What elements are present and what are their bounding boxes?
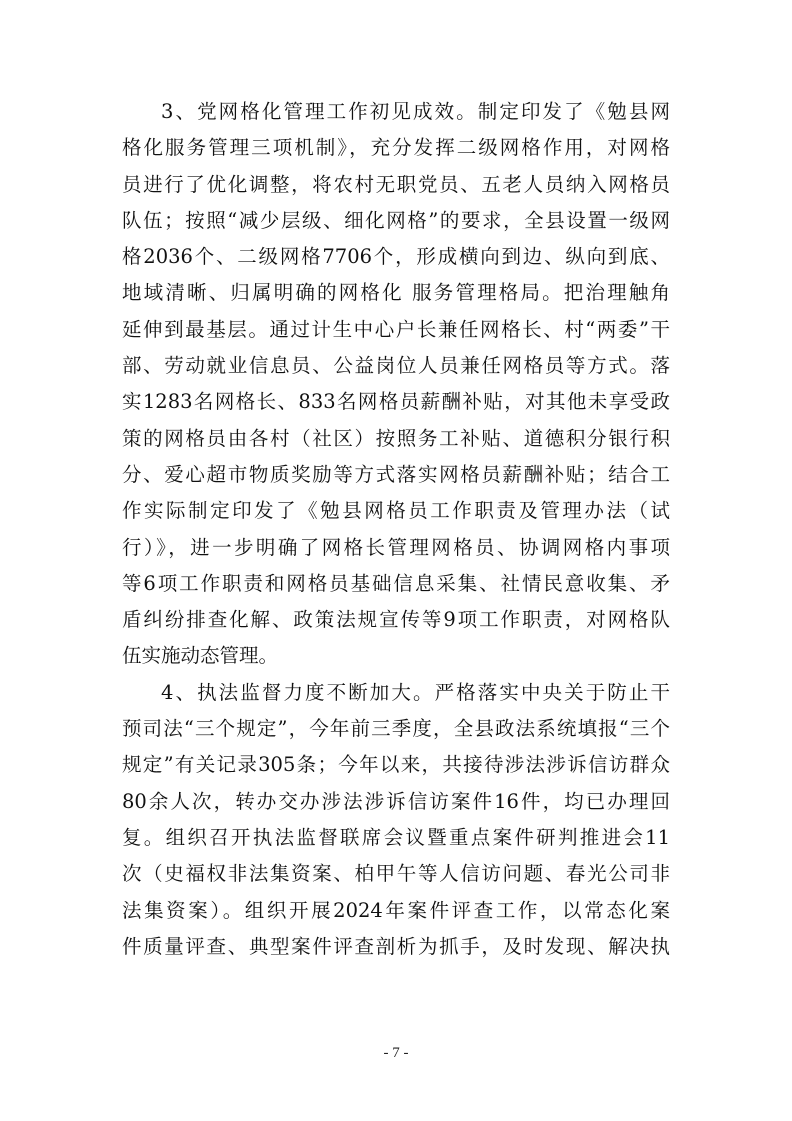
paragraph-grid-management xyxy=(122,94,670,675)
text-line: 队伍；按照“减少层级、细化网格”的要求，全县设置一级网 xyxy=(122,208,670,232)
text-line: 3、党网格化管理工作初见成效。制定印发了《勉县网 xyxy=(161,100,670,123)
text-line: 行）》，进一步明确了网格长管理网格员、协调网格内事项 xyxy=(122,535,670,559)
document-body xyxy=(122,94,670,965)
text-line: 部、劳动就业信息员、公益岗位人员兼任网格员等方式。落 xyxy=(122,354,670,378)
text-line: 规定”有关记录305条；今年以来，共接待涉法涉诉信访群众 xyxy=(122,753,670,777)
page-number: - 7 - xyxy=(383,1045,409,1061)
text-line: 地域清晰、归属明确的网格化 服务管理格局。把治理触角 xyxy=(122,281,670,305)
text-line: 盾纠纷排查化解、政策法规宣传等9项工作职责，对网格队 xyxy=(122,608,670,632)
text-line: 策的网格员由各村（社区）按照务工补贴、道德积分银行积 xyxy=(122,426,670,450)
text-line: 格化服务管理三项机制》，充分发挥二级网格作用，对网格 xyxy=(122,136,670,160)
text-line: 实1283名网格长、833名网格员薪酬补贴，对其他未享受政 xyxy=(122,390,670,414)
text-line: 分、爱心超市物质奖励等方式落实网格员薪酬补贴；结合工 xyxy=(122,462,670,486)
text-line: 次（史福权非法集资案、柏甲午等人信访问题、春光公司非 xyxy=(122,862,670,886)
text-line: 员进行了优化调整，将农村无职党员、五老人员纳入网格员 xyxy=(122,172,670,196)
text-line: 件质量评查、典型案件评查剖析为抓手，及时发现、解决执 xyxy=(122,934,670,958)
paragraph-law-enforcement-supervision xyxy=(122,675,670,965)
text-line: 复。组织召开执法监督联席会议暨重点案件研判推进会11 xyxy=(122,825,670,849)
text-line: 预司法“三个规定”，今年前三季度，全县政法系统填报“三个 xyxy=(122,717,670,741)
text-line: 法集资案）。组织开展2024年案件评查工作，以常态化案 xyxy=(122,898,670,922)
text-line: 4、执法监督力度不断加大。严格落实中央关于防止干 xyxy=(161,680,670,704)
text-line: 作实际制定印发了《勉县网格员工作职责及管理办法（试 xyxy=(122,499,670,523)
text-line: 格2036个、二级网格7706个，形成横向到边、纵向到底、 xyxy=(122,245,670,269)
text-line: 80余人次，转办交办涉法涉诉信访案件16件，均已办理回 xyxy=(122,789,670,813)
text-line: 等6项工作职责和网格员基础信息采集、社情民意收集、矛 xyxy=(122,571,670,595)
text-line: 延伸到最基层。通过计生中心户长兼任网格长、村“两委”干 xyxy=(122,317,670,341)
text-line: 伍实施动态管理。 xyxy=(122,644,279,668)
